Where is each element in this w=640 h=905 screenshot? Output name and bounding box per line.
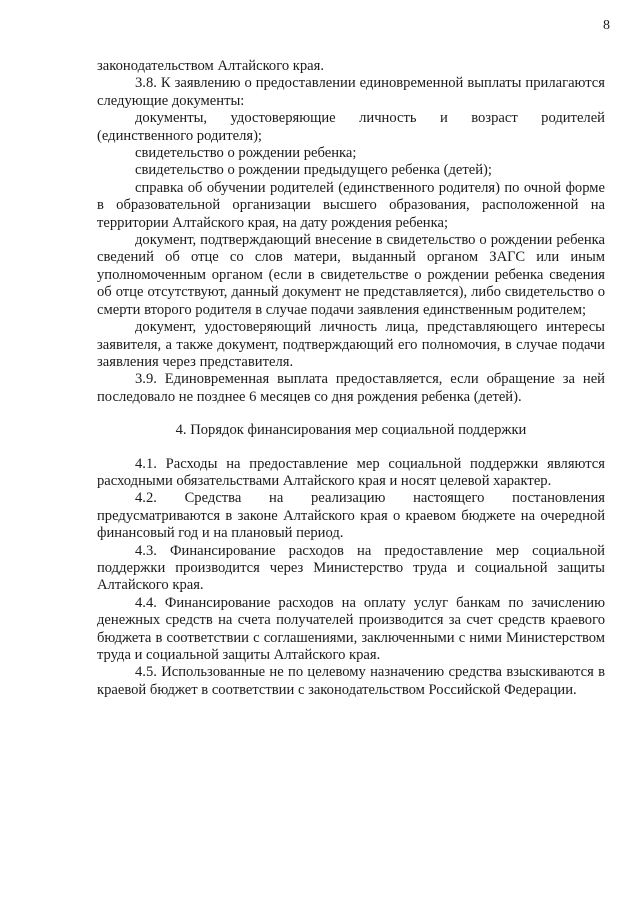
paragraph-4-4: 4.4. Финансирование расходов на оплату услуг банкам по зачислению денежных средств на счета получателей производится за счет средств краевого бюджета в соответствии с соглашениями, заключенными с ними Министерством труда и социальной защиты Алтайского края. xyxy=(97,594,605,663)
list-item-previous-child-certificate: свидетельство о рождении предыдущего ребенка (детей); xyxy=(135,162,492,179)
list-item-father-info-document: документ, подтверждающий внесение в свидетельство о рождении ребенка сведений об отце со слов матери, выданный органом ЗАГС или иным уполномоченным органом (если в свидетельстве о рождении ребенка сведения об отце отсутствуют, данный документ не представляется), либо свидетельство о смерти второго родителя в случае подачи заявления единственным родителем; xyxy=(97,232,605,318)
paragraph-4-5: 4.5. Использованные не по целевому назначению средства взыскиваются в краевой бюджет в соответствии с законодательством Российской Федерации. xyxy=(97,664,605,698)
document-body xyxy=(97,58,605,699)
paragraph-4-2: 4.2. Средства на реализацию настоящего постановления предусматриваются в законе Алтайского края о краевом бюджете на очередной финансовый год и на плановый период. xyxy=(97,490,605,542)
paragraph-continuation: законодательством Алтайского края. xyxy=(97,58,325,74)
list-item-birth-certificate: свидетельство о рождении ребенка; xyxy=(135,145,357,162)
paragraph-3-9: 3.9. Единовременная выплата предоставляется, если обращение за ней последовало не позднее 6 месяцев со дня рождения ребенка (детей). xyxy=(97,371,605,405)
paragraph-3-8: 3.8. К заявлению о предоставлении единовременной выплаты прилагаются следующие документы: xyxy=(97,75,605,109)
list-item-identity-documents: документы, удостоверяющие личность и возраст родителей (единственного родителя); xyxy=(97,110,605,144)
section-4-heading: 4. Порядок финансирования мер социальной поддержки xyxy=(175,422,527,439)
list-item-representative-document: документ, удостоверяющий личность лица, представляющего интересы заявителя, а также документ, подтверждающий его полномочия, в случае подачи заявления через представителя. xyxy=(97,319,605,370)
paragraph-4-3: 4.3. Финансирование расходов на предоставление мер социальной поддержки производится через Министерство труда и социальной защиты Алтайского края. xyxy=(97,542,605,594)
page-number: 8 xyxy=(603,18,610,33)
list-item-study-certificate: справка об обучении родителей (единственного родителя) по очной форме в образовательной организации высшего образования, расположенной на территории Алтайского края, на дату рождения ребенка; xyxy=(97,179,605,231)
paragraph-4-1: 4.1. Расходы на предоставление мер социальной поддержки являются расходными обязательствами Алтайского края и носят целевой характер. xyxy=(97,455,605,489)
